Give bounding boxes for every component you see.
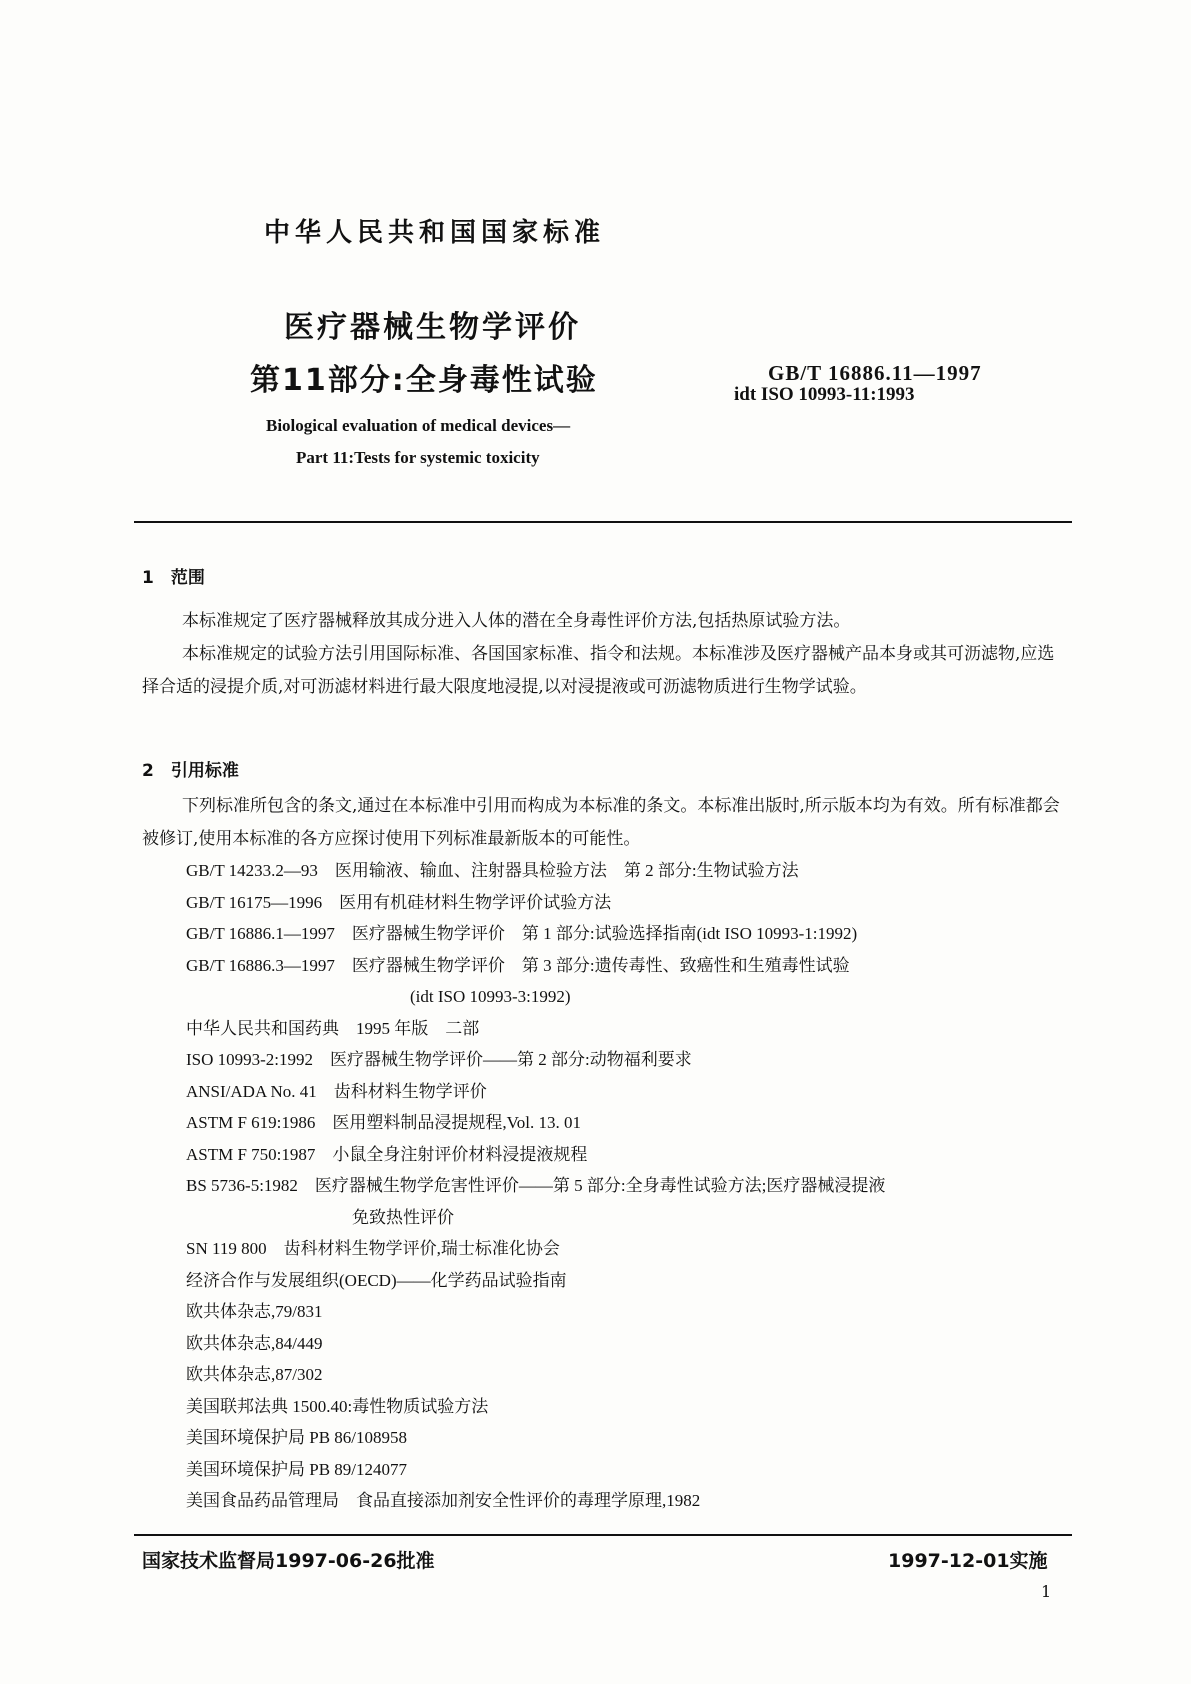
reference-item: 美国联邦法典 1500.40:毒性物质试验方法	[186, 1396, 489, 1416]
reference-item: ANSI/ADA No. 41 齿科材料生物学评价	[186, 1081, 487, 1101]
reference-item: 美国环境保护局 PB 86/108958	[186, 1428, 408, 1447]
reference-item: 美国食品药品管理局 食品直接添加剂安全性评价的毒理学原理,1982	[186, 1491, 701, 1510]
implementation-date: 1997-12-01实施	[888, 1550, 1048, 1572]
reference-item: 欧共体杂志,79/831	[186, 1302, 323, 1321]
document-title-line1: 医疗器械生物学评价	[284, 310, 581, 345]
reference-item: GB/T 16886.1—1997 医疗器械生物学评价 第 1 部分:试验选择指南(idt ISO 10993-1:1992)	[186, 924, 858, 943]
header-divider	[134, 521, 1072, 523]
english-title-line2: Part 11:Tests for systemic toxicity	[296, 448, 540, 467]
section-2-heading: 2 引用标准	[142, 761, 239, 781]
section-2-intro: 下列标准所包含的条文,通过在本标准中引用而构成为本标准的条文。本标准出版时,所示版本均为有效。所有标准都会被修订,使用本标准的各方应探讨使用下列标准最新版本的可能性。	[142, 796, 1060, 849]
page-number: 1	[1041, 1582, 1052, 1601]
reference-item: BS 5736-5:1982 医疗器械生物学危害性评价——第 5 部分:全身毒性试验方法;医疗器械浸提液	[186, 1176, 886, 1195]
reference-item: 美国环境保护局 PB 89/124077	[186, 1459, 408, 1479]
reference-item: 经济合作与发展组织(OECD)——化学药品试验指南	[186, 1270, 567, 1290]
english-title-line1: Biological evaluation of medical devices—	[266, 416, 571, 435]
reference-item: 中华人民共和国药典 1995 年版 二部	[186, 1018, 480, 1038]
reference-item: ISO 10993-2:1992 医疗器械生物学评价——第 2 部分:动物福利要求	[186, 1050, 692, 1069]
reference-list	[186, 855, 885, 1517]
reference-item: GB/T 14233.2—93 医用输液、输血、注射器具检验方法 第 2 部分:生物试验方法	[186, 861, 799, 880]
section-1-paragraph-1: 本标准规定了医疗器械释放其成分进入人体的潜在全身毒性评价方法,包括热原试验方法。	[182, 611, 851, 631]
section-1-heading: 1 范围	[142, 568, 205, 588]
approval-date: 国家技术监督局1997-06-26批准	[142, 1550, 435, 1572]
standard-code: GB/T 16886.11—1997	[768, 361, 982, 385]
reference-item: ASTM F 750:1987 小鼠全身注射评价材料浸提液规程	[186, 1144, 588, 1164]
reference-item: ASTM F 619:1986 医用塑料制品浸提规程,Vol. 13. 01	[186, 1113, 581, 1132]
idt-code: idt ISO 10993-11:1993	[734, 384, 915, 405]
reference-item: SN 119 800 齿科材料生物学评价,瑞士标准化协会	[186, 1239, 560, 1258]
reference-item: 欧共体杂志,84/449	[186, 1333, 323, 1353]
national-standard-heading: 中华人民共和国国家标准	[264, 218, 606, 248]
section-1-paragraph-2: 本标准规定的试验方法引用国际标准、各国国家标准、指令和法规。本标准涉及医疗器械产品本身或其可沥滤物,应选择合适的浸提介质,对可沥滤材料进行最大限度地浸提,以对浸提液或可沥滤物质进行生物学试验。	[142, 644, 1055, 697]
document-title-line2: 第11部分:全身毒性试验	[250, 363, 598, 398]
reference-item-continuation: 免致热性评价	[352, 1207, 454, 1227]
reference-item-continuation: (idt ISO 10993-3:1992)	[410, 987, 571, 1006]
footer-divider	[134, 1534, 1072, 1536]
reference-item: 欧共体杂志,87/302	[186, 1365, 323, 1384]
reference-item: GB/T 16175—1996 医用有机硅材料生物学评价试验方法	[186, 892, 612, 912]
reference-item: GB/T 16886.3—1997 医疗器械生物学评价 第 3 部分:遗传毒性、致癌性和生殖毒性试验	[186, 955, 850, 975]
